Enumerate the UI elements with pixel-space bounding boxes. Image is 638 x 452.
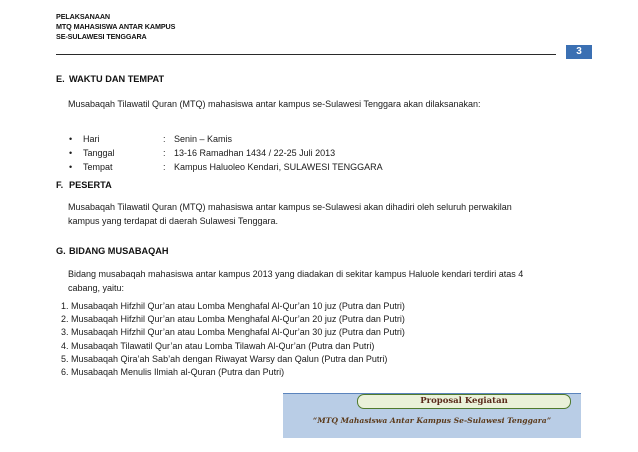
bullet-icon: •: [69, 162, 73, 172]
schedule-colon: :: [163, 134, 166, 144]
list-item: 6. Musabaqah Menulis Ilmiah al-Quran (Putra dan Putri): [61, 367, 285, 378]
section-e-intro: Musabaqah Tilawatil Quran (MTQ) mahasiswa antar kampus se-Sulawesi Tenggara akan dilaksanakan:: [68, 99, 481, 109]
list-item: 3. Musabaqah Hifzhil Qur’an atau Lomba Menghafal Al-Qur’an 30 juz (Putra dan Putri): [61, 327, 405, 338]
header-line-1: PELAKSANAAN: [56, 12, 111, 21]
section-e-label: E.: [56, 74, 65, 84]
schedule-key: Tanggal: [83, 148, 115, 158]
document-header: [56, 12, 175, 42]
header-line-2: MTQ MAHASISWA ANTAR KAMPUS: [56, 22, 176, 31]
section-e-title: WAKTU DAN TEMPAT: [69, 74, 165, 84]
header-line-3: SE-SULAWESI TENGGARA: [56, 32, 147, 41]
schedule-key: Tempat: [83, 162, 113, 172]
section-f-line-1: Musabaqah Tilawatil Quran (MTQ) mahasiswa antar kampus se-Sulawesi akan dihadiri oleh seluruh perwakilan: [68, 202, 512, 212]
schedule-colon: :: [163, 148, 166, 158]
section-g-line-1: Bidang musabaqah mahasiswa antar kampus 2013 yang diadakan di sekitar kampus Haluole kendari terdiri atas 4: [68, 269, 524, 279]
footer-tab: [357, 394, 571, 409]
schedule-value: Senin – Kamis: [174, 134, 233, 144]
header-divider: [56, 54, 556, 55]
page-number-badge: 3: [566, 45, 592, 59]
list-item: 2. Musabaqah Hifzhil Qur’an atau Lomba Menghafal Al-Qur’an 20 juz (Putra dan Putri): [61, 314, 405, 325]
footer-tab-label: Proposal Kegiatan: [420, 396, 508, 406]
schedule-value: Kampus Haluoleo Kendari, SULAWESI TENGGARA: [174, 162, 383, 172]
list-item: 5. Musabaqah Qira’ah Sab’ah dengan Riwayat Warsy dan Qalun (Putra dan Putri): [61, 353, 388, 364]
list-item: 4. Musabaqah Tilawatil Qur’an atau Lomba Tilawah Al-Qur’an (Putra dan Putri): [61, 340, 375, 351]
bullet-icon: •: [69, 134, 73, 144]
section-f-title: PESERTA: [69, 180, 112, 190]
section-f-body: [68, 200, 568, 228]
section-f-label: F.: [56, 180, 64, 190]
section-g-line-2: cabang, yaitu:: [68, 283, 125, 293]
schedule-value: 13-16 Ramadhan 1434 / 22-25 Juli 2013: [174, 148, 336, 158]
section-g-title: BIDANG MUSABAQAH: [69, 246, 169, 256]
list-item: 1. Musabaqah Hifzhil Qur’an atau Lomba Menghafal Al-Qur’an 10 juz (Putra dan Putri): [61, 301, 405, 311]
schedule-colon: :: [163, 162, 166, 172]
section-g-body: [68, 267, 568, 295]
section-g-label: G.: [56, 246, 66, 256]
section-f-line-2: kampus yang terdapat di daerah Sulawesi Tenggara.: [68, 216, 278, 226]
competition-list: [61, 300, 405, 379]
footer-quote: “MTQ Mahasiswa Antar Kampus Se-Sulawesi Tenggara”: [312, 416, 552, 425]
bullet-icon: •: [69, 148, 73, 158]
schedule-key: Hari: [83, 134, 100, 144]
